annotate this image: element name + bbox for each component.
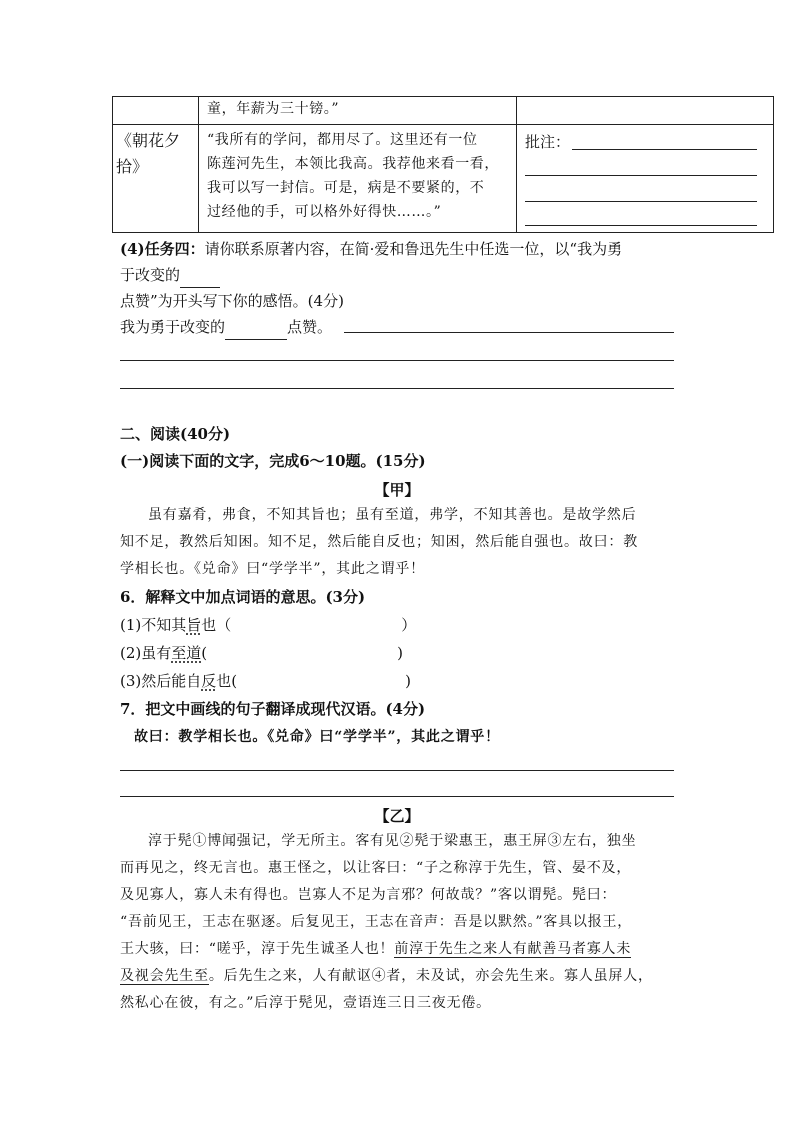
yi-text: 王大骇，曰：“嗟乎，淳于先生诚圣人也！ bbox=[120, 941, 395, 957]
table-cell-note-2 bbox=[517, 125, 774, 233]
q6-item-3 bbox=[120, 668, 411, 694]
table-cell-quote-2 bbox=[199, 125, 517, 233]
jia-line: 知不足，教然后知困。知不足，然后能自反也；知困，然后能自强也。故曰：教 bbox=[120, 534, 638, 550]
question-6: 6．解释文中加点词语的意思。(3分) bbox=[120, 588, 366, 606]
quote-line: 陈莲河先生，本领比我高。我荐他来看一看， bbox=[207, 156, 499, 172]
jia-line: 学相长也。《兑命》曰“学学半”，其此之谓乎！ bbox=[120, 561, 425, 577]
yi-line: 而再见之，终无言也。惠王怪之，以让客曰：“子之称淳于先生，管、晏不及， bbox=[120, 860, 632, 876]
q6-text: 也（ bbox=[201, 616, 232, 634]
answer-suffix: 点赞。 bbox=[287, 318, 333, 336]
note-blank-line[interactable] bbox=[525, 175, 757, 176]
answer-prefix: 我为勇于改变的 bbox=[120, 318, 226, 336]
q6-text: (1)不知其 bbox=[120, 616, 187, 634]
task4-text: 于改变的 bbox=[120, 266, 181, 284]
table-cell-book bbox=[113, 125, 199, 233]
dotted-word: 至道 bbox=[171, 644, 202, 662]
question-7: 7．把文中画线的句子翻译成现代汉语。(4分) bbox=[120, 700, 426, 718]
note-blank-line[interactable] bbox=[525, 225, 757, 226]
q6-text: (3)然后能自 bbox=[120, 672, 202, 690]
dotted-word: 旨 bbox=[186, 616, 202, 634]
yi-title: 【乙】 bbox=[374, 807, 420, 825]
task4-line2 bbox=[120, 262, 220, 288]
answer-blank[interactable] bbox=[225, 321, 287, 340]
q7-sentence: 故曰：教学相长也。《兑命》曰“学学半”，其此之谓乎！ bbox=[134, 729, 500, 745]
task4-line1 bbox=[120, 236, 622, 262]
q6-text: ) bbox=[397, 644, 403, 662]
q7-answer-line-1[interactable] bbox=[120, 770, 674, 771]
book-title: 《朝花夕拾》 bbox=[116, 131, 181, 176]
answer-line-3[interactable] bbox=[120, 388, 674, 389]
note-blank-line[interactable] bbox=[525, 201, 757, 202]
answer-line bbox=[120, 314, 332, 340]
note-label: 批注： bbox=[525, 133, 571, 151]
q6-item-1 bbox=[120, 612, 416, 638]
yi-line bbox=[120, 963, 653, 990]
jia-line: 虽有嘉肴，弗食，不知其旨也；虽有至道，弗学，不知其善也。是故学然后 bbox=[148, 507, 637, 523]
annotation-table bbox=[112, 96, 774, 233]
q6-text: 也( bbox=[216, 672, 238, 690]
table-cell-note-1 bbox=[517, 97, 774, 125]
underlined-sentence: 及视会先生至 bbox=[120, 968, 209, 984]
task4-label: (4)任务四： bbox=[120, 240, 205, 258]
quote-line: 我可以写一封信。可是，病是不要紧的，不 bbox=[207, 180, 485, 196]
q6-text: ） bbox=[401, 616, 417, 634]
task4-line3: 点赞”为开头写下你的感悟。(4分) bbox=[120, 292, 344, 310]
q6-text: ( bbox=[201, 644, 208, 662]
answer-line-2[interactable] bbox=[120, 360, 674, 361]
yi-line: 淳于髡①博闻强记，学无所主。客有见②髡于梁惠王，惠王屏③左右，独坐 bbox=[148, 833, 637, 849]
yi-line: “吾前见王，王志在驱逐。后复见王，王志在音声：吾是以默然。”客具以报王， bbox=[120, 914, 633, 930]
jia-title: 【甲】 bbox=[374, 481, 420, 499]
quote-line: 过经他的手，可以格外好得快……。” bbox=[207, 204, 442, 220]
quote-text: 童，年薪为三十镑。” bbox=[207, 101, 340, 117]
task4-text: 请你联系原著内容，在简·爱和鲁迅先生中任选一位，以“我为勇 bbox=[204, 240, 623, 258]
yi-line: 然私心在彼，有之。”后淳于髡见，壹语连三日三夜无倦。 bbox=[120, 995, 491, 1011]
dotted-word: 反 bbox=[201, 672, 217, 690]
yi-text: 。后先生之来，人有献讴④者，未及试，亦会先生来。寡人虽屏人， bbox=[208, 968, 653, 984]
table-cell-empty bbox=[113, 97, 199, 125]
answer-line-1[interactable] bbox=[344, 332, 674, 333]
quote-line: “我所有的学问，都用尽了。这里还有一位 bbox=[207, 132, 478, 148]
q6-text: (2)虽有 bbox=[120, 644, 172, 662]
subsection-title: (一)阅读下面的文字，完成6～10题。(15分) bbox=[120, 452, 426, 470]
q7-answer-line-2[interactable] bbox=[120, 796, 674, 797]
underlined-sentence: 前淳于先生之来人有献善马者寡人未 bbox=[394, 941, 632, 957]
note-blank-line[interactable] bbox=[572, 149, 757, 150]
q6-item-2 bbox=[120, 640, 403, 666]
q6-text: ) bbox=[405, 672, 411, 690]
table-cell-quote-1 bbox=[199, 97, 517, 125]
yi-line bbox=[120, 936, 631, 963]
section-title: 二、阅读(40分) bbox=[120, 425, 231, 443]
yi-line: 及见寡人，寡人未有得也。岂寡人不足为言邪？何故哉？”客以谓髡。髡曰： bbox=[120, 887, 617, 903]
task4-blank[interactable] bbox=[180, 269, 220, 288]
